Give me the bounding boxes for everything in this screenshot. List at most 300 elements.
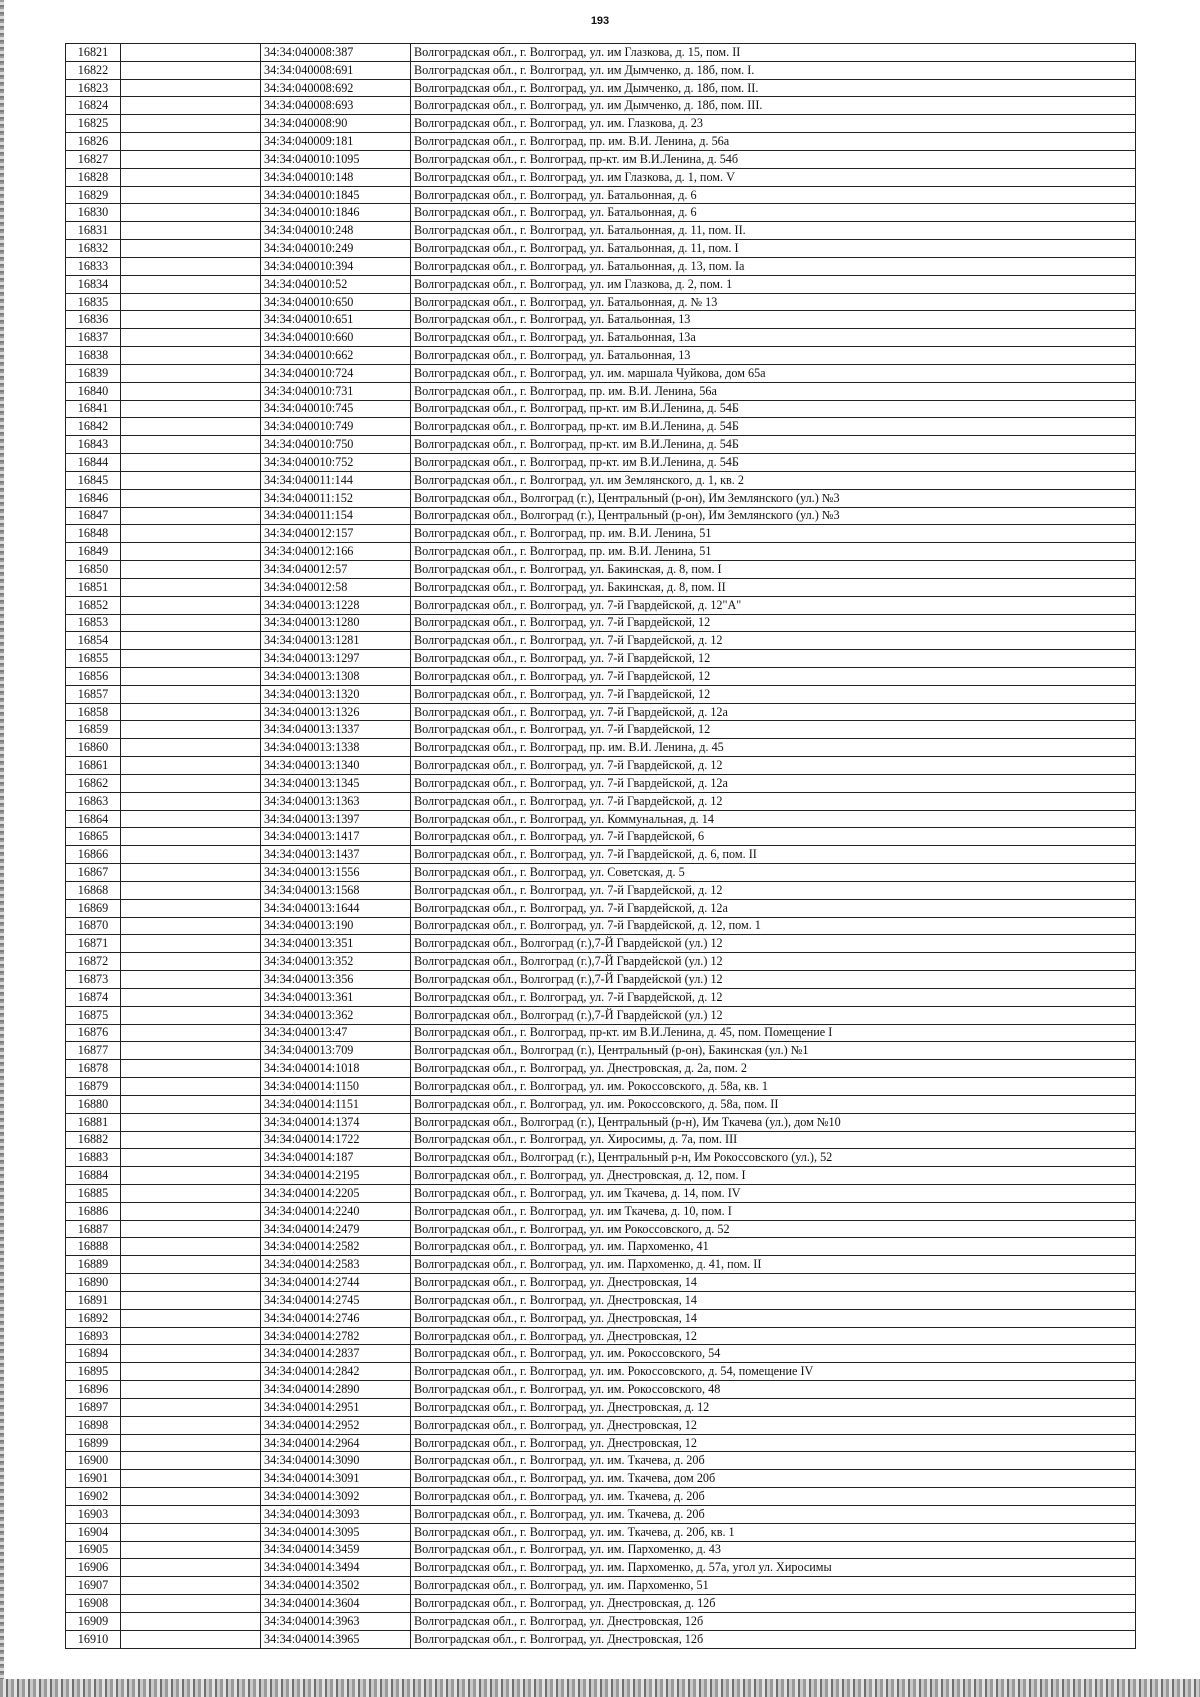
row-number-cell: 16899 [66,1434,121,1452]
row-number-cell: 16868 [66,881,121,899]
blank-cell [121,471,261,489]
cadastral-number-cell: 34:34:040014:2745 [261,1291,411,1309]
cadastral-number-cell: 34:34:040014:1374 [261,1113,411,1131]
blank-cell [121,1363,261,1381]
address-cell: Волгоградская обл., г. Волгоград, ул. им. Рокоссовского, 48 [411,1381,1136,1399]
address-cell: Волгоградская обл., Волгоград (г.),7-Й Гвардейской (ул.) 12 [411,935,1136,953]
row-number-cell: 16857 [66,685,121,703]
cadastral-number-cell: 34:34:040013:352 [261,953,411,971]
row-number-cell: 16901 [66,1470,121,1488]
blank-cell [121,864,261,882]
address-cell: Волгоградская обл., Волгоград (г.),7-Й Гвардейской (ул.) 12 [411,971,1136,989]
address-cell: Волгоградская обл., г. Волгоград, пр. им. В.И. Ленина, д. 56а [411,133,1136,151]
cadastral-number-cell: 34:34:040014:2964 [261,1434,411,1452]
blank-cell [121,1523,261,1541]
address-cell: Волгоградская обл., г. Волгоград, ул. им. Пархоменко, 41 [411,1238,1136,1256]
cadastral-number-cell: 34:34:040014:1151 [261,1095,411,1113]
blank-cell [121,881,261,899]
cadastral-number-cell: 34:34:040011:152 [261,489,411,507]
address-cell: Волгоградская обл., г. Волгоград, ул. Батальонная, д. 11, пом. I [411,240,1136,258]
table-row [66,1381,1136,1399]
table-row [66,489,1136,507]
cadastral-number-cell: 34:34:040013:356 [261,971,411,989]
table-row [66,311,1136,329]
address-cell: Волгоградская обл., г. Волгоград, пр. им. В.И. Ленина, 51 [411,525,1136,543]
address-cell: Волгоградская обл., г. Волгоград, пр. им. В.И. Ленина, 51 [411,543,1136,561]
table-row [66,1434,1136,1452]
address-cell: Волгоградская обл., г. Волгоград, ул. 7-й Гвардейской, д. 12а [411,774,1136,792]
row-number-cell: 16840 [66,382,121,400]
row-number-cell: 16909 [66,1612,121,1630]
table-row [66,881,1136,899]
table-row [66,578,1136,596]
address-cell: Волгоградская обл., г. Волгоград, ул. Днестровская, 12б [411,1612,1136,1630]
row-number-cell: 16831 [66,222,121,240]
table-row [66,810,1136,828]
blank-cell [121,347,261,365]
row-number-cell: 16874 [66,988,121,1006]
cadastral-number-cell: 34:34:040010:148 [261,168,411,186]
row-number-cell: 16903 [66,1505,121,1523]
blank-cell [121,917,261,935]
table-row [66,382,1136,400]
address-cell: Волгоградская обл., г. Волгоград, пр-кт. им В.И.Ленина, д. 54Б [411,400,1136,418]
cadastral-number-cell: 34:34:040010:249 [261,240,411,258]
row-number-cell: 16896 [66,1381,121,1399]
cadastral-number-cell: 34:34:040010:752 [261,454,411,472]
cadastral-number-cell: 34:34:040009:181 [261,133,411,151]
address-cell: Волгоградская обл., Волгоград (г.),7-Й Гвардейской (ул.) 12 [411,953,1136,971]
address-cell: Волгоградская обл., г. Волгоград, ул. Бакинская, д. 8, пом. II [411,578,1136,596]
address-cell: Волгоградская обл., г. Волгоград, ул. Коммунальная, д. 14 [411,810,1136,828]
table-row [66,257,1136,275]
blank-cell [121,1452,261,1470]
blank-cell [121,1131,261,1149]
cadastral-number-cell: 34:34:040014:2782 [261,1327,411,1345]
address-cell: Волгоградская обл., г. Волгоград, ул. им. Рокоссовского, д. 58а, кв. 1 [411,1078,1136,1096]
row-number-cell: 16882 [66,1131,121,1149]
row-number-cell: 16861 [66,757,121,775]
cadastral-number-cell: 34:34:040013:361 [261,988,411,1006]
row-number-cell: 16887 [66,1220,121,1238]
cadastral-number-cell: 34:34:040014:3963 [261,1612,411,1630]
table-row [66,329,1136,347]
row-number-cell: 16829 [66,186,121,204]
cadastral-number-cell: 34:34:040010:660 [261,329,411,347]
row-number-cell: 16898 [66,1416,121,1434]
address-cell: Волгоградская обл., г. Волгоград, ул. им Ткачева, д. 14, пом. IV [411,1185,1136,1203]
blank-cell [121,240,261,258]
blank-cell [121,204,261,222]
table-row [66,61,1136,79]
blank-cell [121,1630,261,1648]
row-number-cell: 16843 [66,436,121,454]
address-cell: Волгоградская обл., г. Волгоград, ул. Советская, д. 5 [411,864,1136,882]
cadastral-number-cell: 34:34:040010:745 [261,400,411,418]
cadastral-number-cell: 34:34:040014:3604 [261,1595,411,1613]
address-cell: Волгоградская обл., г. Волгоград, ул. Бакинская, д. 8, пом. I [411,561,1136,579]
row-number-cell: 16822 [66,61,121,79]
address-cell: Волгоградская обл., г. Волгоград, ул. Батальонная, д. 6 [411,204,1136,222]
row-number-cell: 16884 [66,1167,121,1185]
row-number-cell: 16893 [66,1327,121,1345]
table-row [66,1078,1136,1096]
scan-bottom-edge [0,1679,1200,1697]
row-number-cell: 16826 [66,133,121,151]
address-cell: Волгоградская обл., г. Волгоград, ул. им Глазкова, д. 1, пом. V [411,168,1136,186]
blank-cell [121,1416,261,1434]
row-number-cell: 16895 [66,1363,121,1381]
row-number-cell: 16838 [66,347,121,365]
row-number-cell: 16854 [66,632,121,650]
table-row [66,864,1136,882]
row-number-cell: 16848 [66,525,121,543]
table-row [66,1291,1136,1309]
address-cell: Волгоградская обл., г. Волгоград, ул. им Глазкова, д. 15, пом. II [411,44,1136,62]
address-cell: Волгоградская обл., г. Волгоград, ул. им. Ткачева, д. 20б [411,1452,1136,1470]
cadastral-number-cell: 34:34:040014:3459 [261,1541,411,1559]
address-cell: Волгоградская обл., г. Волгоград, ул. Батальонная, д. 13, пом. Iа [411,257,1136,275]
blank-cell [121,1024,261,1042]
address-cell: Волгоградская обл., г. Волгоград, ул. им. Пархоменко, д. 41, пом. II [411,1256,1136,1274]
cadastral-number-cell: 34:34:040014:3092 [261,1488,411,1506]
blank-cell [121,1113,261,1131]
cadastral-number-cell: 34:34:040013:1338 [261,739,411,757]
address-cell: Волгоградская обл., г. Волгоград, ул. Днестровская, 14 [411,1291,1136,1309]
table-row [66,1202,1136,1220]
blank-cell [121,1185,261,1203]
address-cell: Волгоградская обл., Волгоград (г.), Центральный (р-н), Им Ткачева (ул.), дом №10 [411,1113,1136,1131]
address-cell: Волгоградская обл., Волгоград (г.), Центральный (р-он), Им Землянского (ул.) №3 [411,489,1136,507]
row-number-cell: 16894 [66,1345,121,1363]
table-row [66,1185,1136,1203]
row-number-cell: 16851 [66,578,121,596]
row-number-cell: 16910 [66,1630,121,1648]
table-row [66,44,1136,62]
cadastral-number-cell: 34:34:040008:387 [261,44,411,62]
table-row [66,1149,1136,1167]
address-cell: Волгоградская обл., г. Волгоград, ул. Днестровская, 12 [411,1327,1136,1345]
row-number-cell: 16864 [66,810,121,828]
row-number-cell: 16871 [66,935,121,953]
blank-cell [121,703,261,721]
blank-cell [121,1006,261,1024]
address-cell: Волгоградская обл., г. Волгоград, пр-кт. им В.И.Ленина, д. 54б [411,150,1136,168]
blank-cell [121,1381,261,1399]
address-cell: Волгоградская обл., г. Волгоград, пр. им. В.И. Ленина, 56а [411,382,1136,400]
address-cell: Волгоградская обл., г. Волгоград, ул. Днестровская, 12 [411,1416,1136,1434]
cadastral-number-cell: 34:34:040014:2890 [261,1381,411,1399]
cadastral-number-cell: 34:34:040014:2951 [261,1398,411,1416]
blank-cell [121,1434,261,1452]
address-cell: Волгоградская обл., г. Волгоград, ул. им. Рокоссовского, д. 58а, пом. II [411,1095,1136,1113]
table-row [66,739,1136,757]
table-row [66,1541,1136,1559]
cadastral-number-cell: 34:34:040012:166 [261,543,411,561]
row-number-cell: 16845 [66,471,121,489]
row-number-cell: 16883 [66,1149,121,1167]
blank-cell [121,507,261,525]
blank-cell [121,721,261,739]
address-cell: Волгоградская обл., г. Волгоград, ул. Батальонная, 13 [411,347,1136,365]
blank-cell [121,632,261,650]
cadastral-number-cell: 34:34:040013:1337 [261,721,411,739]
blank-cell [121,1309,261,1327]
table-row [66,1006,1136,1024]
table-row [66,436,1136,454]
cadastral-number-cell: 34:34:040011:144 [261,471,411,489]
row-number-cell: 16835 [66,293,121,311]
address-cell: Волгоградская обл., г. Волгоград, ул. им. Ткачева, д. 20б [411,1488,1136,1506]
blank-cell [121,133,261,151]
row-number-cell: 16891 [66,1291,121,1309]
address-cell: Волгоградская обл., г. Волгоград, ул. им Ткачева, д. 10, пом. I [411,1202,1136,1220]
row-number-cell: 16906 [66,1559,121,1577]
cadastral-number-cell: 34:34:040010:662 [261,347,411,365]
address-cell: Волгоградская обл., г. Волгоград, ул. Батальонная, 13а [411,329,1136,347]
blank-cell [121,739,261,757]
cadastral-number-cell: 34:34:040013:1345 [261,774,411,792]
table-row [66,721,1136,739]
table-row [66,988,1136,1006]
table-row [66,400,1136,418]
blank-cell [121,1398,261,1416]
row-number-cell: 16858 [66,703,121,721]
address-cell: Волгоградская обл., Волгоград (г.), Центральный р-н, Им Рокоссовского (ул.), 52 [411,1149,1136,1167]
row-number-cell: 16823 [66,79,121,97]
blank-cell [121,810,261,828]
address-cell: Волгоградская обл., Волгоград (г.), Центральный (р-он), Бакинская (ул.) №1 [411,1042,1136,1060]
table-row [66,364,1136,382]
table-row [66,685,1136,703]
blank-cell [121,596,261,614]
cadastral-number-cell: 34:34:040013:1417 [261,828,411,846]
blank-cell [121,97,261,115]
table-row [66,667,1136,685]
table-row [66,1131,1136,1149]
address-cell: Волгоградская обл., г. Волгоград, ул. 7-й Гвардейской, д. 12"А" [411,596,1136,614]
blank-cell [121,1078,261,1096]
table-row [66,1309,1136,1327]
cadastral-number-cell: 34:34:040013:351 [261,935,411,953]
address-cell: Волгоградская обл., г. Волгоград, ул. Днестровская, 14 [411,1309,1136,1327]
address-cell: Волгоградская обл., г. Волгоград, ул. им. Пархоменко, 51 [411,1577,1136,1595]
address-cell: Волгоградская обл., г. Волгоград, ул. Батальонная, д. 6 [411,186,1136,204]
cadastral-number-cell: 34:34:040014:1018 [261,1060,411,1078]
table-row [66,115,1136,133]
table-row [66,97,1136,115]
cadastral-number-cell: 34:34:040014:2195 [261,1167,411,1185]
cadastral-number-cell: 34:34:040013:190 [261,917,411,935]
cadastral-number-cell: 34:34:040013:1556 [261,864,411,882]
address-cell: Волгоградская обл., г. Волгоград, ул. им. Ткачева, дом 20б [411,1470,1136,1488]
row-number-cell: 16855 [66,650,121,668]
table-row [66,1577,1136,1595]
cadastral-number-cell: 34:34:040014:2842 [261,1363,411,1381]
address-cell: Волгоградская обл., г. Волгоград, ул. им. Пархоменко, д. 57а, угол ул. Хиросимы [411,1559,1136,1577]
row-number-cell: 16889 [66,1256,121,1274]
row-number-cell: 16862 [66,774,121,792]
cadastral-number-cell: 34:34:040014:3093 [261,1505,411,1523]
address-cell: Волгоградская обл., г. Волгоград, ул. Днестровская, 14 [411,1274,1136,1292]
table-row [66,186,1136,204]
row-number-cell: 16852 [66,596,121,614]
cadastral-number-cell: 34:34:040013:1297 [261,650,411,668]
table-row [66,1042,1136,1060]
address-cell: Волгоградская обл., г. Волгоград, ул. Днестровская, 12 [411,1434,1136,1452]
address-cell: Волгоградская обл., г. Волгоград, ул. 7-й Гвардейской, д. 12 [411,988,1136,1006]
blank-cell [121,561,261,579]
row-number-cell: 16876 [66,1024,121,1042]
row-number-cell: 16866 [66,846,121,864]
row-number-cell: 16834 [66,275,121,293]
row-number-cell: 16897 [66,1398,121,1416]
address-cell: Волгоградская обл., г. Волгоград, ул. им. маршала Чуйкова, дом 65а [411,364,1136,382]
row-number-cell: 16860 [66,739,121,757]
address-cell: Волгоградская обл., г. Волгоград, ул. им Землянского, д. 1, кв. 2 [411,471,1136,489]
table-row [66,1630,1136,1648]
cadastral-number-cell: 34:34:040014:3095 [261,1523,411,1541]
cadastral-number-cell: 34:34:040011:154 [261,507,411,525]
row-number-cell: 16907 [66,1577,121,1595]
cadastral-number-cell: 34:34:040010:248 [261,222,411,240]
address-cell: Волгоградская обл., г. Волгоград, ул. Хиросимы, д. 7а, пом. III [411,1131,1136,1149]
row-number-cell: 16828 [66,168,121,186]
table-row [66,1470,1136,1488]
cadastral-number-cell: 34:34:040013:1568 [261,881,411,899]
table-row [66,275,1136,293]
row-number-cell: 16832 [66,240,121,258]
address-cell: Волгоградская обл., г. Волгоград, ул. 7-й Гвардейской, д. 12, пом. 1 [411,917,1136,935]
cadastral-number-cell: 34:34:040013:1340 [261,757,411,775]
row-number-cell: 16859 [66,721,121,739]
cadastral-number-cell: 34:34:040013:47 [261,1024,411,1042]
cadastral-number-cell: 34:34:040010:750 [261,436,411,454]
blank-cell [121,1488,261,1506]
blank-cell [121,186,261,204]
cadastral-number-cell: 34:34:040014:3090 [261,1452,411,1470]
table-row [66,1345,1136,1363]
address-cell: Волгоградская обл., г. Волгоград, ул. им Дымченко, д. 18б, пом. III. [411,97,1136,115]
blank-cell [121,1238,261,1256]
address-cell: Волгоградская обл., г. Волгоград, пр-кт. им В.И.Ленина, д. 54Б [411,454,1136,472]
table-row [66,222,1136,240]
row-number-cell: 16865 [66,828,121,846]
blank-cell [121,1595,261,1613]
table-row [66,471,1136,489]
blank-cell [121,757,261,775]
blank-cell [121,44,261,62]
row-number-cell: 16821 [66,44,121,62]
row-number-cell: 16839 [66,364,121,382]
address-cell: Волгоградская обл., г. Волгоград, ул. Батальонная, 13 [411,311,1136,329]
cadastral-number-cell: 34:34:040013:1281 [261,632,411,650]
cadastral-number-cell: 34:34:040014:1150 [261,1078,411,1096]
table-row [66,1363,1136,1381]
blank-cell [121,79,261,97]
table-row [66,614,1136,632]
cadastral-number-cell: 34:34:040014:2837 [261,1345,411,1363]
table-row [66,899,1136,917]
cadastral-number-cell: 34:34:040014:3965 [261,1630,411,1648]
cadastral-number-cell: 34:34:040010:1845 [261,186,411,204]
row-number-cell: 16847 [66,507,121,525]
table-row [66,418,1136,436]
cadastral-number-cell: 34:34:040008:693 [261,97,411,115]
table-row [66,240,1136,258]
blank-cell [121,1505,261,1523]
table-row [66,1167,1136,1185]
row-number-cell: 16869 [66,899,121,917]
address-cell: Волгоградская обл., г. Волгоград, ул. 7-й Гвардейской, 12 [411,721,1136,739]
blank-cell [121,953,261,971]
cadastral-number-cell: 34:34:040013:1644 [261,899,411,917]
table-row [66,596,1136,614]
blank-cell [121,828,261,846]
blank-cell [121,311,261,329]
blank-cell [121,329,261,347]
table-row [66,347,1136,365]
blank-cell [121,1470,261,1488]
address-cell: Волгоградская обл., г. Волгоград, ул. 7-й Гвардейской, д. 12 [411,632,1136,650]
row-number-cell: 16842 [66,418,121,436]
blank-cell [121,1345,261,1363]
cadastral-number-cell: 34:34:040010:731 [261,382,411,400]
address-cell: Волгоградская обл., г. Волгоград, ул. им Рокоссовского, д. 52 [411,1220,1136,1238]
table-row [66,935,1136,953]
row-number-cell: 16873 [66,971,121,989]
row-number-cell: 16875 [66,1006,121,1024]
table-row [66,757,1136,775]
row-number-cell: 16877 [66,1042,121,1060]
blank-cell [121,971,261,989]
row-number-cell: 16836 [66,311,121,329]
row-number-cell: 16825 [66,115,121,133]
row-number-cell: 16878 [66,1060,121,1078]
blank-cell [121,667,261,685]
row-number-cell: 16902 [66,1488,121,1506]
blank-cell [121,846,261,864]
row-number-cell: 16892 [66,1309,121,1327]
row-number-cell: 16853 [66,614,121,632]
table-row [66,828,1136,846]
address-cell: Волгоградская обл., г. Волгоград, ул. им. Рокоссовского, 54 [411,1345,1136,1363]
row-number-cell: 16830 [66,204,121,222]
row-number-cell: 16846 [66,489,121,507]
address-cell: Волгоградская обл., г. Волгоград, ул. 7-й Гвардейской, 12 [411,667,1136,685]
row-number-cell: 16880 [66,1095,121,1113]
row-number-cell: 16904 [66,1523,121,1541]
cadastral-number-cell: 34:34:040014:3091 [261,1470,411,1488]
table-row [66,1113,1136,1131]
blank-cell [121,1202,261,1220]
registry-table [65,43,1136,1649]
address-cell: Волгоградская обл., г. Волгоград, ул. им Глазкова, д. 2, пом. 1 [411,275,1136,293]
blank-cell [121,1149,261,1167]
table-row [66,561,1136,579]
blank-cell [121,685,261,703]
row-number-cell: 16905 [66,1541,121,1559]
table-row [66,1559,1136,1577]
blank-cell [121,222,261,240]
address-cell: Волгоградская обл., г. Волгоград, ул. Батальонная, д. № 13 [411,293,1136,311]
address-cell: Волгоградская обл., г. Волгоград, ул. им. Рокоссовского, д. 54, помещение IV [411,1363,1136,1381]
cadastral-number-cell: 34:34:040014:2744 [261,1274,411,1292]
blank-cell [121,436,261,454]
cadastral-number-cell: 34:34:040008:692 [261,79,411,97]
cadastral-number-cell: 34:34:040010:650 [261,293,411,311]
blank-cell [121,988,261,1006]
